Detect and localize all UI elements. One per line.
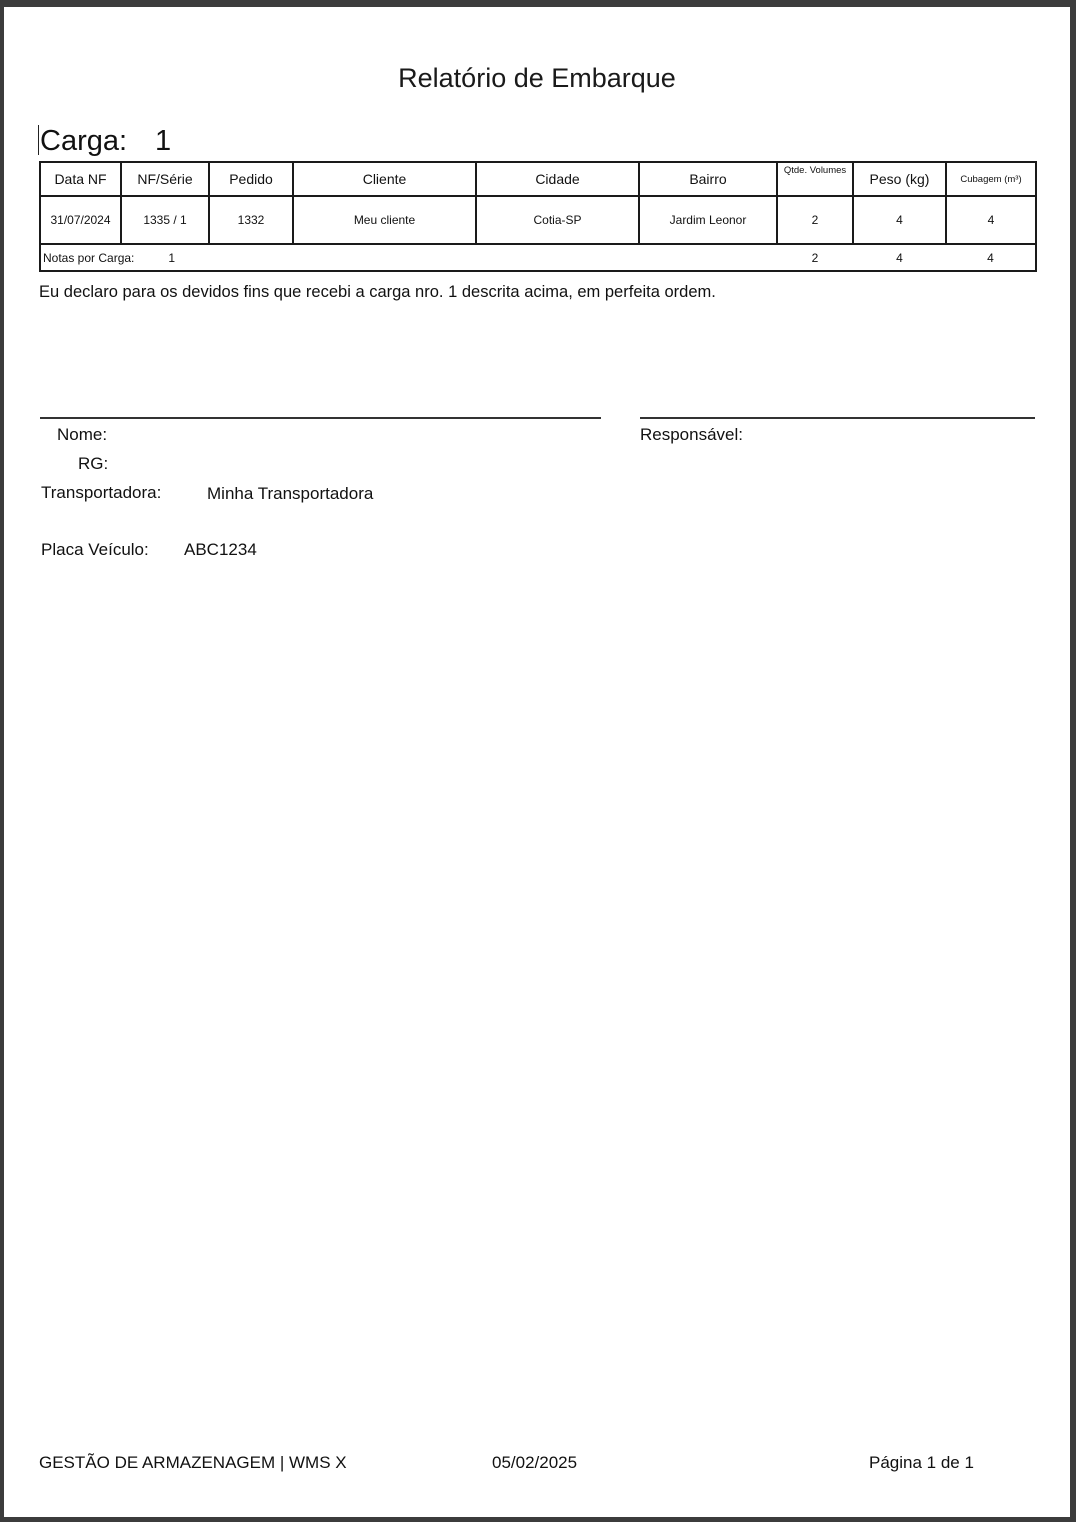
totals-cubagem: 4 [946, 244, 1036, 271]
totals-row [40, 244, 1036, 271]
report-page [4, 7, 1070, 1517]
rg-label: RG: [78, 454, 109, 473]
totals-peso: 4 [853, 244, 946, 271]
totals-notas-cell [40, 244, 777, 271]
header-cubagem: Cubagem (m³) [946, 162, 1036, 196]
header-peso: Peso (kg) [853, 162, 946, 196]
cell-cubagem: 4 [946, 196, 1036, 244]
carga-number: 1 [155, 125, 172, 157]
totals-count: 1 [168, 250, 176, 265]
carga-heading [38, 125, 171, 158]
header-qtde-volumes: Qtde. Volumes [777, 162, 853, 196]
header-nf-serie: NF/Série [121, 162, 209, 196]
shipment-table [39, 161, 1037, 272]
cell-qtde-volumes: 2 [777, 196, 853, 244]
responsavel-label: Responsável: [640, 425, 744, 444]
table-row [40, 196, 1036, 244]
totals-label: Notas por Carga: [43, 250, 135, 265]
transportadora-value: Minha Transportadora [207, 484, 374, 503]
cell-bairro: Jardim Leonor [639, 196, 777, 244]
footer-date: 05/02/2025 [492, 1453, 578, 1472]
transportadora-label: Transportadora: [41, 483, 162, 502]
footer-system-name: GESTÃO DE ARMAZENAGEM | WMS X [39, 1453, 347, 1472]
text-cursor [38, 125, 39, 155]
cell-cidade: Cotia-SP [476, 196, 639, 244]
cell-pedido: 1332 [209, 196, 293, 244]
placa-value: ABC1234 [184, 540, 257, 559]
totals-volumes: 2 [777, 244, 853, 271]
cell-peso: 4 [853, 196, 946, 244]
header-data-nf: Data NF [40, 162, 121, 196]
signature-line-responsible [640, 417, 1035, 419]
cell-nf-serie: 1335 / 1 [121, 196, 209, 244]
declaration-text: Eu declaro para os devidos fins que recebi a carga nro. 1 descrita acima, em perfeita ordem. [39, 283, 716, 301]
cell-cliente: Meu cliente [293, 196, 476, 244]
cell-data-nf: 31/07/2024 [40, 196, 121, 244]
placa-label: Placa Veículo: [41, 540, 149, 559]
table-header-row [40, 162, 1036, 196]
header-bairro: Bairro [639, 162, 777, 196]
nome-label: Nome: [57, 425, 108, 444]
header-pedido: Pedido [209, 162, 293, 196]
page-title: Relatório de Embarque [398, 63, 676, 93]
header-cliente: Cliente [293, 162, 476, 196]
footer-page-number: Página 1 de 1 [869, 1453, 974, 1472]
header-cidade: Cidade [476, 162, 639, 196]
carga-label: Carga: [40, 125, 128, 157]
signature-line-recipient [40, 417, 601, 419]
